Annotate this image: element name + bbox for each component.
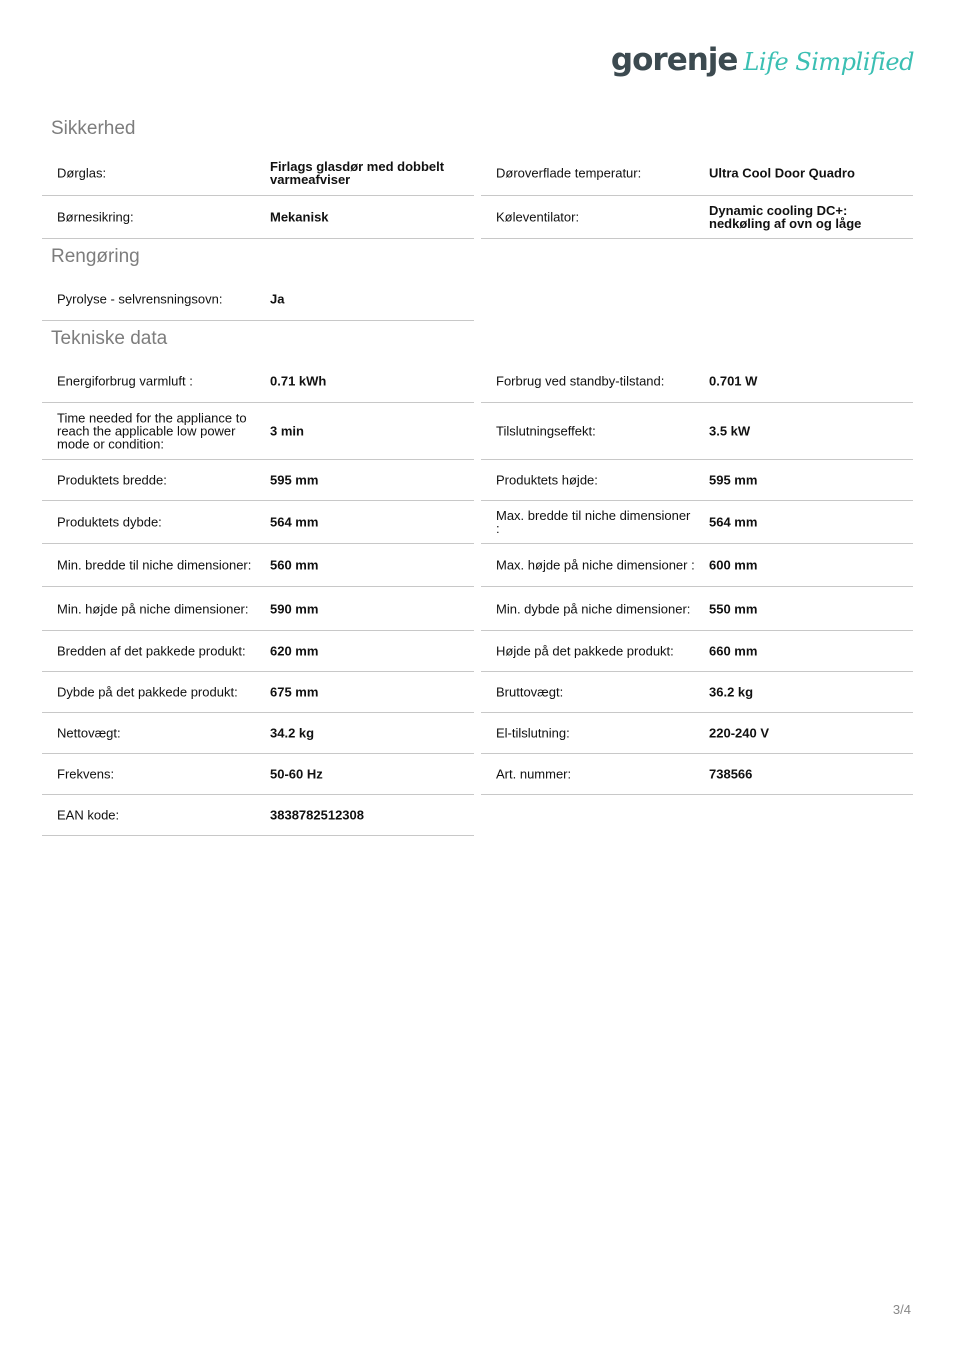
spec-value: Firlags glasdør med dobbelt varmeafviser [270,158,445,187]
spec-row [42,713,474,754]
spec-value: 3 min [270,423,304,439]
spec-row [481,631,913,672]
spec-value: Mekanisk [270,209,329,225]
spec-value: Ja [270,291,285,307]
spec-row [42,544,474,587]
spec-value: 595 mm [270,472,319,488]
spec-value: Dynamic cooling DC+: nedkøling af ovn og låge [709,203,862,231]
spec-row [42,754,474,795]
spec-label: Højde på det pakkede produkt: [496,643,674,659]
spec-label: Max. højde på niche dimensioner : [496,557,695,573]
spec-value: 34.2 kg [270,725,315,741]
spec-row [481,544,913,587]
spec-value: 595 mm [709,472,758,488]
spec-row [481,196,913,239]
spec-value: 590 mm [270,601,319,616]
spec-label: Time needed for the appliance to reach the applicable low power mode or condition: [57,410,247,452]
spec-label: Dybde på det pakkede produkt: [57,684,238,700]
spec-label: Produktets dybde: [57,514,162,530]
spec-label: El-tilslutning: [496,725,570,741]
spec-row [481,501,913,544]
spec-value: 36.2 kg [709,684,754,700]
spec-value: 620 mm [270,643,319,659]
spec-label: Nettovægt: [57,725,121,741]
spec-row [481,713,913,754]
spec-label: Pyrolyse - selvrensningsovn: [57,291,223,307]
spec-value: 564 mm [709,514,758,530]
spec-value: 600 mm [709,557,758,573]
spec-value: 3.5 kW [709,423,751,439]
spec-row [481,403,913,460]
spec-label: Tilslutningseffekt: [496,423,596,439]
spec-value: 560 mm [270,557,319,573]
spec-value: Ultra Cool Door Quadro [709,165,855,180]
spec-row [42,150,474,196]
spec-value: 220-240 V [709,725,769,741]
spec-row [481,360,913,403]
spec-value: 564 mm [270,514,319,530]
spec-label: Bredden af det pakkede produkt: [57,643,246,659]
spec-row [42,403,474,460]
spec-label: Min. højde på niche dimensioner: [57,601,249,616]
spec-label: Max. bredde til niche dimensioner : [496,508,691,536]
spec-value: 550 mm [709,601,758,616]
page-number: 3/4 [892,1302,911,1317]
spec-label: Døroverflade temperatur: [496,165,642,180]
spec-value: 675 mm [270,684,319,700]
spec-label: Energiforbrug varmluft : [57,373,193,389]
spec-label: Produktets bredde: [57,472,167,488]
spec-row [481,587,913,631]
spec-label: Min. bredde til niche dimensioner: [57,557,252,573]
spec-label: Frekvens: [57,766,115,782]
spec-row [42,196,474,239]
spec-label: Dørglas: [57,165,107,180]
spec-value: 3838782512308 [270,807,364,823]
spec-label: Børnesikring: [57,209,134,225]
spec-row [42,501,474,544]
spec-row [42,795,474,836]
section-title-technical: Tekniske data [51,328,168,349]
spec-row [481,672,913,713]
spec-row [42,631,474,672]
spec-value: 738566 [709,766,753,782]
spec-row [42,587,474,631]
gorenje-logo [611,42,914,78]
spec-value: 0.71 kWh [270,373,327,389]
spec-label: Min. dybde på niche dimensioner: [496,601,691,616]
spec-row [42,278,474,321]
section-title-cleaning: Rengøring [51,246,140,267]
spec-label: Bruttovægt: [496,684,564,700]
brand-tagline: Life Simplified [743,48,914,76]
spec-row [42,360,474,403]
spec-label: EAN kode: [57,807,120,823]
spec-row [481,460,913,501]
spec-row [42,460,474,501]
brand-name: gorenje [610,42,738,78]
spec-row [481,754,913,795]
spec-value: 50-60 Hz [270,766,323,782]
spec-label: Produktets højde: [496,472,598,488]
spec-row [42,672,474,713]
spec-label: Forbrug ved standby-tilstand: [496,373,665,389]
section-title-safety: Sikkerhed [51,118,136,139]
spec-label: Køleventilator: [496,209,580,225]
spec-row [481,150,913,196]
spec-value: 0.701 W [709,373,758,389]
spec-label: Art. nummer: [496,766,572,782]
spec-value: 660 mm [709,643,758,659]
